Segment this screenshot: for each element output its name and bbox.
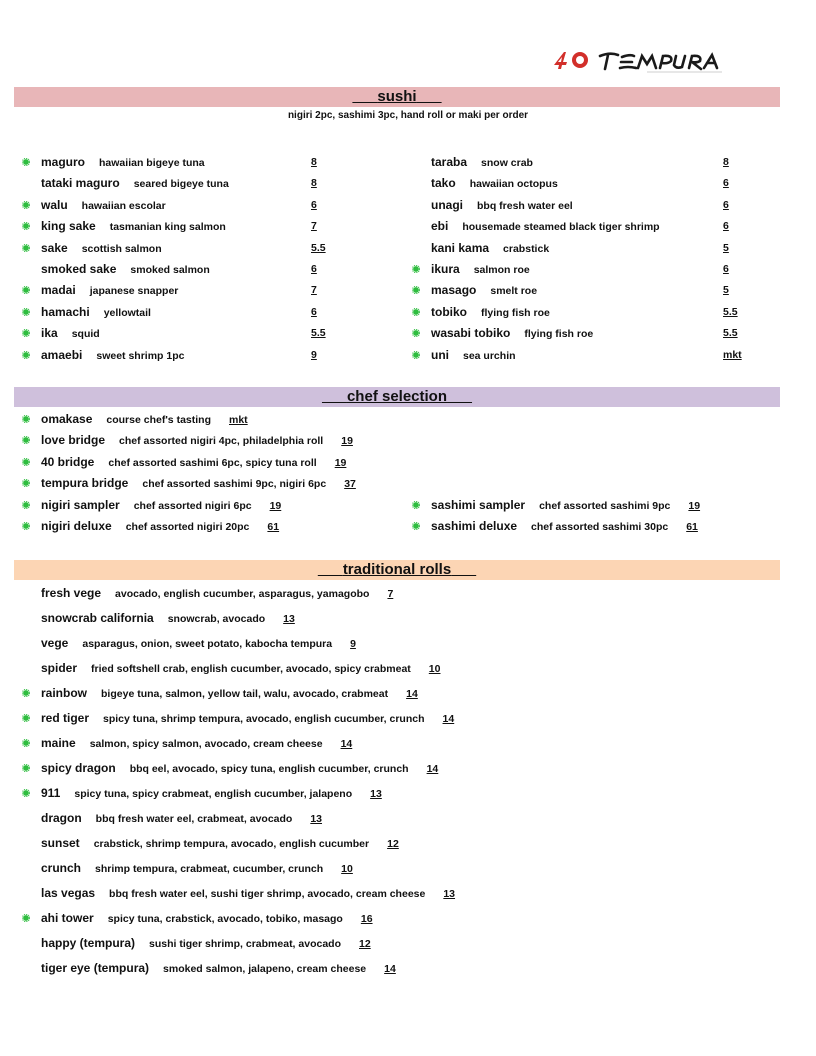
item-description: chef assorted sashimi 30pc xyxy=(531,521,669,534)
rolls-title: traditional rolls xyxy=(342,561,452,578)
item-name: red tiger xyxy=(41,711,90,725)
sushi-title: sushi xyxy=(377,88,417,105)
item-price: 5.5 xyxy=(311,327,326,340)
item-description: smoked salmon xyxy=(130,264,210,276)
item-price: 14 xyxy=(340,738,353,750)
menu-item xyxy=(431,283,537,297)
menu-item xyxy=(431,241,549,255)
item-description: sea urchin xyxy=(463,349,516,362)
item-name: vege xyxy=(41,636,69,650)
item-description: flying fish roe xyxy=(481,306,550,319)
logo-mark xyxy=(554,52,588,69)
item-name: sashimi deluxe xyxy=(431,519,518,534)
marker-dot-icon xyxy=(22,501,30,509)
menu-item xyxy=(41,433,353,447)
menu-item xyxy=(41,283,178,297)
item-description: avocado, english cucumber, asparagus, yamagobo xyxy=(115,588,370,600)
item-price: 10 xyxy=(341,863,353,875)
item-price: 8 xyxy=(723,156,729,168)
item-description: bbq fresh water eel xyxy=(477,199,573,212)
menu-item xyxy=(41,661,440,675)
menu-item xyxy=(41,961,396,975)
item-price: 6 xyxy=(723,198,729,211)
menu-item xyxy=(41,219,226,233)
item-name: spider xyxy=(41,661,78,675)
item-description: snow crab xyxy=(481,157,533,169)
item-price: 13 xyxy=(310,813,323,825)
item-description: squid xyxy=(71,328,100,341)
item-name: wasabi tobiko xyxy=(431,326,511,341)
marker-dot-icon xyxy=(22,329,30,337)
item-name: hamachi xyxy=(41,304,90,319)
item-price: 12 xyxy=(359,938,371,950)
marker-dot-icon xyxy=(22,286,30,294)
item-price: 14 xyxy=(384,963,396,975)
item-description: bbq eel, avocado, spicy tuna, english cucumber, crunch xyxy=(129,763,409,775)
menu-item xyxy=(41,811,322,825)
item-price: 37 xyxy=(344,478,356,491)
sushi-band xyxy=(14,87,780,107)
item-name: king sake xyxy=(41,219,96,234)
brand-logo xyxy=(552,48,727,74)
item-description: bigeye tuna, salmon, yellow tail, walu, avocado, crabmeat xyxy=(101,688,389,700)
item-name: amaebi xyxy=(41,347,83,362)
menu-item xyxy=(41,911,373,925)
menu-item xyxy=(431,219,660,233)
item-name: spicy dragon xyxy=(41,761,116,775)
item-name: 40 bridge xyxy=(41,454,95,469)
item-description: housemade steamed black tiger shrimp xyxy=(462,221,660,234)
menu-item xyxy=(41,198,166,212)
item-price: mkt xyxy=(229,414,248,426)
menu-item xyxy=(41,348,184,362)
item-name: maguro xyxy=(41,155,86,169)
item-description: fried softshell crab, english cucumber, avocado, spicy crabmeat xyxy=(91,663,411,675)
item-name: fresh vege xyxy=(41,586,102,600)
menu-item xyxy=(41,519,279,533)
marker-dot-icon xyxy=(22,158,30,166)
item-price: 5.5 xyxy=(311,241,326,254)
menu-item xyxy=(431,155,533,169)
item-name: tempura bridge xyxy=(41,476,129,491)
item-price: 6 xyxy=(311,305,317,318)
item-name: kani kama xyxy=(431,240,490,255)
logo-wordmark xyxy=(600,54,717,69)
item-price: 13 xyxy=(283,613,295,625)
item-description: sweet shrimp 1pc xyxy=(96,349,185,362)
marker-dot-icon xyxy=(412,308,420,316)
item-description: asparagus, onion, sweet potato, kabocha tempura xyxy=(82,638,333,650)
item-name: madai xyxy=(41,283,76,298)
item-price: 8 xyxy=(311,156,317,168)
menu-item xyxy=(41,305,151,319)
marker-dot-icon xyxy=(22,458,30,466)
item-description: smoked salmon, jalapeno, cream cheese xyxy=(163,963,367,975)
menu-item xyxy=(431,176,558,190)
item-price: mkt xyxy=(723,348,742,361)
item-description: tasmanian king salmon xyxy=(109,221,226,234)
item-name: sashimi sampler xyxy=(431,498,526,512)
item-price: 12 xyxy=(387,838,399,850)
item-price: 5 xyxy=(723,241,729,254)
menu-item xyxy=(41,586,393,600)
rolls-band xyxy=(14,560,780,580)
item-price: 19 xyxy=(688,500,701,512)
menu-item xyxy=(41,786,382,800)
item-name: ika xyxy=(41,326,58,341)
item-price: 5 xyxy=(723,284,729,297)
item-price: 14 xyxy=(426,763,439,775)
menu-item xyxy=(41,761,438,775)
item-name: omakase xyxy=(41,412,93,426)
menu-item xyxy=(41,736,352,750)
item-name: 911 xyxy=(41,786,61,800)
item-price: 19 xyxy=(269,499,282,512)
item-price: 19 xyxy=(341,435,353,448)
item-description: snowcrab, avocado xyxy=(167,613,266,625)
marker-dot-icon xyxy=(22,351,30,359)
item-name: tiger eye (tempura) xyxy=(41,961,150,975)
menu-item xyxy=(41,836,399,850)
item-name: sunset xyxy=(41,836,80,850)
sushi-note: nigiri 2pc, sashimi 3pc, hand roll or maki per order xyxy=(287,110,529,121)
item-description: seared bigeye tuna xyxy=(133,178,229,191)
marker-dot-icon xyxy=(22,244,30,252)
item-name: happy (tempura) xyxy=(41,936,136,950)
menu-item xyxy=(41,886,455,900)
item-price: 6 xyxy=(723,220,729,233)
item-name: smoked sake xyxy=(41,262,117,276)
item-description: salmon roe xyxy=(473,264,530,276)
menu-item xyxy=(41,636,356,650)
item-price: 7 xyxy=(387,588,394,600)
menu-item xyxy=(431,348,516,362)
marker-dot-icon xyxy=(22,479,30,487)
marker-dot-icon xyxy=(412,286,420,294)
item-name: dragon xyxy=(41,811,82,825)
item-price: 6 xyxy=(311,198,317,211)
item-description: course chef's tasting xyxy=(106,414,211,426)
item-description: hawaiian escolar xyxy=(81,199,166,212)
menu-item xyxy=(41,611,295,625)
menu-item xyxy=(431,198,573,212)
item-price: 7 xyxy=(311,284,317,297)
item-description: chef assorted nigiri 6pc xyxy=(133,499,252,512)
item-name: walu xyxy=(41,197,68,212)
item-name: unagi xyxy=(431,197,463,212)
marker-dot-icon xyxy=(412,501,420,509)
item-description: spicy tuna, crabstick, avocado, tobiko, masago xyxy=(107,913,343,925)
marker-dot-icon xyxy=(412,265,420,273)
marker-dot-icon xyxy=(22,415,30,423)
item-price: 5.5 xyxy=(723,327,738,340)
item-price: 61 xyxy=(686,521,698,534)
item-description: chef assorted nigiri 20pc xyxy=(125,521,250,533)
item-name: las vegas xyxy=(41,886,96,900)
item-description: sushi tiger shrimp, crabmeat, avocado xyxy=(149,938,341,950)
marker-dot-icon xyxy=(22,222,30,230)
marker-dot-icon xyxy=(22,436,30,444)
item-description: hawaiian bigeye tuna xyxy=(99,157,205,169)
item-name: masago xyxy=(431,283,477,298)
item-name: nigiri deluxe xyxy=(41,519,112,533)
item-name: snowcrab california xyxy=(41,611,154,625)
chef-title: chef selection xyxy=(346,388,448,405)
menu-item xyxy=(41,455,346,469)
item-name: rainbow xyxy=(41,686,88,700)
menu-item xyxy=(41,936,371,950)
item-name: maine xyxy=(41,736,76,750)
marker-dot-icon xyxy=(22,914,30,922)
menu-item xyxy=(41,326,100,340)
item-name: nigiri sampler xyxy=(41,497,120,512)
menu-item xyxy=(431,262,530,276)
menu-item xyxy=(41,155,205,169)
menu-item xyxy=(431,305,550,319)
item-price: 6 xyxy=(723,263,729,275)
item-name: love bridge xyxy=(41,433,106,448)
item-description: salmon, spicy salmon, avocado, cream cheese xyxy=(89,738,323,750)
item-description: yellowtail xyxy=(103,306,151,319)
item-price: 16 xyxy=(360,913,373,925)
item-name: ikura xyxy=(431,262,460,276)
marker-dot-icon xyxy=(22,308,30,316)
item-description: smelt roe xyxy=(490,285,538,298)
item-price: 61 xyxy=(267,521,280,533)
marker-dot-icon xyxy=(22,201,30,209)
item-price: 13 xyxy=(370,788,382,800)
item-name: tobiko xyxy=(431,304,467,319)
item-price: 7 xyxy=(311,220,317,233)
item-name: tataki maguro xyxy=(41,176,120,191)
item-description: flying fish roe xyxy=(524,328,594,341)
menu-item xyxy=(41,476,356,490)
menu-item xyxy=(41,686,418,700)
item-name: uni xyxy=(431,347,449,362)
chef-band xyxy=(14,387,780,407)
menu-item xyxy=(41,861,353,875)
item-name: tako xyxy=(431,176,456,191)
item-price: 19 xyxy=(334,456,347,469)
menu-item xyxy=(41,498,281,512)
item-price: 14 xyxy=(406,688,418,700)
menu-item xyxy=(431,498,700,512)
item-description: bbq fresh water eel, crabmeat, avocado xyxy=(95,813,293,825)
menu-item xyxy=(41,262,210,276)
item-description: scottish salmon xyxy=(81,242,162,255)
item-description: bbq fresh water eel, sushi tiger shrimp, avocado, cream cheese xyxy=(109,888,426,900)
item-price: 8 xyxy=(311,177,317,190)
marker-dot-icon xyxy=(22,739,30,747)
item-description: crabstick xyxy=(503,242,550,255)
marker-dot-icon xyxy=(412,329,420,337)
item-description: japanese snapper xyxy=(89,285,179,298)
marker-dot-icon xyxy=(22,764,30,772)
menu-item xyxy=(431,519,698,533)
marker-dot-icon xyxy=(22,789,30,797)
item-description: shrimp tempura, crabmeat, cucumber, crunch xyxy=(95,863,324,875)
menu-item xyxy=(41,711,454,725)
item-price: 5.5 xyxy=(723,305,738,318)
item-price: 6 xyxy=(311,263,317,275)
item-price: 10 xyxy=(428,663,441,675)
item-name: crunch xyxy=(41,861,82,875)
item-description: spicy tuna, spicy crabmeat, english cucumber, jalapeno xyxy=(74,788,353,800)
menu-item xyxy=(41,412,248,426)
marker-dot-icon xyxy=(22,522,30,530)
menu-item xyxy=(431,326,593,340)
item-description: crabstick, shrimp tempura, avocado, english cucumber xyxy=(93,838,370,850)
item-price: 13 xyxy=(443,888,456,900)
item-description: chef assorted nigiri 4pc, philadelphia roll xyxy=(119,435,324,448)
item-description: chef assorted sashimi 9pc xyxy=(539,500,671,512)
menu-item xyxy=(41,241,162,255)
item-name: sake xyxy=(41,240,68,255)
item-name: taraba xyxy=(431,155,468,169)
item-price: 9 xyxy=(350,638,356,650)
item-price: 14 xyxy=(442,713,455,725)
marker-dot-icon xyxy=(412,351,420,359)
menu-item xyxy=(41,176,229,190)
item-price: 9 xyxy=(311,348,317,361)
item-name: ahi tower xyxy=(41,911,94,925)
marker-dot-icon xyxy=(22,714,30,722)
item-price: 6 xyxy=(723,177,729,190)
item-description: chef assorted sashimi 9pc, nigiri 6pc xyxy=(142,478,327,491)
item-name: ebi xyxy=(431,219,449,234)
item-description: chef assorted sashimi 6pc, spicy tuna roll xyxy=(108,456,317,469)
marker-dot-icon xyxy=(412,522,420,530)
item-description: hawaiian octopus xyxy=(469,178,558,191)
marker-dot-icon xyxy=(22,689,30,697)
item-description: spicy tuna, shrimp tempura, avocado, english cucumber, crunch xyxy=(103,713,425,725)
